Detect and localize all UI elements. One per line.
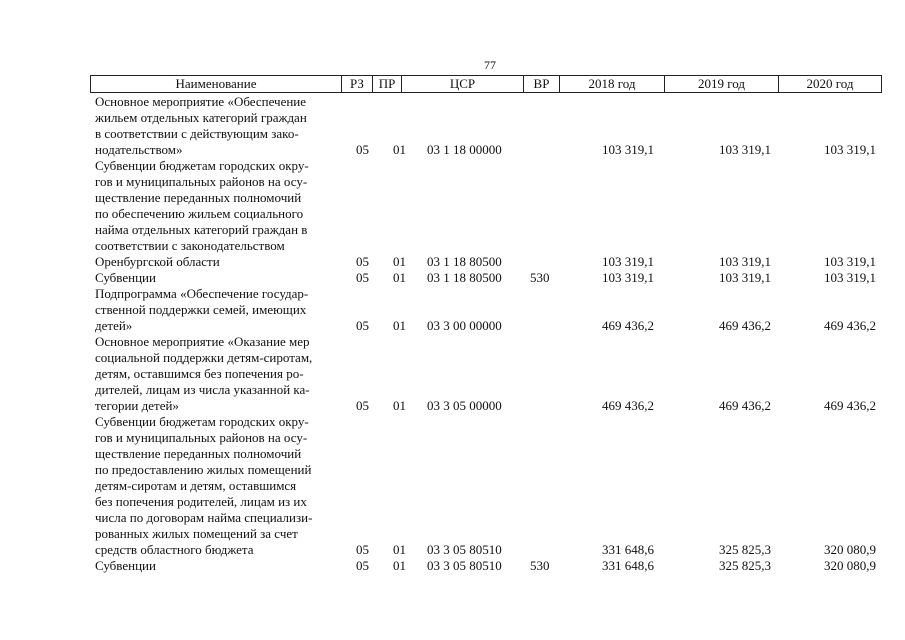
header-2018: 2018 год [560, 76, 665, 92]
row-2018: 103 319,1 [602, 142, 654, 157]
row-vr: 530 [530, 270, 550, 285]
table-header [90, 75, 882, 93]
row-csr: 03 3 05 80510 [427, 542, 502, 557]
table-row [0, 334, 905, 414]
row-pr: 01 [393, 254, 406, 269]
row-vr [530, 254, 560, 270]
row-2020: 469 436,2 [824, 318, 876, 333]
row-2018: 469 436,2 [602, 398, 654, 413]
row-2020: 320 080,9 [824, 558, 876, 573]
row-vr [530, 142, 560, 158]
row-2020: 103 319,1 [824, 142, 876, 157]
row-2019: 325 825,3 [719, 542, 771, 557]
row-pr: 01 [393, 142, 406, 157]
row-csr: 03 3 05 80510 [427, 558, 502, 573]
row-rz: 05 [356, 558, 369, 573]
row-csr: 03 1 18 80500 [427, 270, 502, 285]
row-name: Субвенции бюджетам городских окру- гов и муниципальных районов на осу- ществление переданных полномочий по обеспечению жильем социального найма отдельных категорий граждан в соответствии с законодательством Оренбургской области [95, 158, 309, 269]
row-rz: 05 [356, 142, 369, 157]
row-rz: 05 [356, 398, 369, 413]
header-vr: ВР [524, 76, 560, 92]
row-csr: 03 3 00 00000 [427, 318, 502, 333]
row-2020: 320 080,9 [824, 542, 876, 557]
page-number: 77 [484, 58, 496, 72]
row-name: Субвенции [95, 270, 156, 285]
row-pr: 01 [393, 398, 406, 413]
row-csr: 03 3 05 00000 [427, 398, 502, 413]
row-vr: 530 [530, 558, 550, 573]
row-pr: 01 [393, 558, 406, 573]
row-2020: 103 319,1 [824, 254, 876, 269]
row-rz: 05 [356, 270, 369, 285]
header-csr: ЦСР [402, 76, 524, 92]
row-2019: 469 436,2 [719, 318, 771, 333]
row-rz: 05 [356, 542, 369, 557]
header-2019: 2019 год [665, 76, 779, 92]
row-vr [530, 318, 560, 334]
header-pr: ПР [373, 76, 402, 92]
table-row [0, 270, 905, 286]
header-rz: РЗ [342, 76, 373, 92]
row-rz: 05 [356, 254, 369, 269]
row-pr: 01 [393, 318, 406, 333]
table-row [0, 558, 905, 574]
row-name: Субвенции [95, 558, 156, 573]
table-row [0, 286, 905, 334]
row-2019: 325 825,3 [719, 558, 771, 573]
row-name: Основное мероприятие «Оказание мер социальной поддержки детям-сиротам, детям, оставшимся без попечения ро- дителей, лицам из числа указанной ка- тегории детей» [95, 334, 313, 413]
row-rz: 05 [356, 318, 369, 333]
header-name: Наименование [91, 76, 342, 92]
row-2019: 469 436,2 [719, 398, 771, 413]
table-row [0, 414, 905, 558]
row-2018: 331 648,6 [602, 558, 654, 573]
row-vr [530, 398, 560, 414]
row-2019: 103 319,1 [719, 142, 771, 157]
row-pr: 01 [393, 270, 406, 285]
table-body [0, 94, 905, 574]
row-csr: 03 1 18 00000 [427, 142, 502, 157]
row-2018: 103 319,1 [602, 270, 654, 285]
row-2018: 103 319,1 [602, 254, 654, 269]
row-2020: 469 436,2 [824, 398, 876, 413]
row-csr: 03 1 18 80500 [427, 254, 502, 269]
row-2018: 331 648,6 [602, 542, 654, 557]
row-name: Подпрограмма «Обеспечение государ- ственной поддержки семей, имеющих детей» [95, 286, 309, 333]
row-2018: 469 436,2 [602, 318, 654, 333]
row-name: Основное мероприятие «Обеспечение жильем отдельных категорий граждан в соответствии с действующим зако- нодательством» [95, 94, 307, 157]
row-2019: 103 319,1 [719, 270, 771, 285]
row-name: Субвенции бюджетам городских окру- гов и муниципальных районов на осу- ществление переданных полномочий по предоставлению жилых помещений детям-сиротам и детям, оставшимся без попечения родителей, лицам из их числа по договорам найма специализи- рованных жилых помещений за счет средств областного бюджета [95, 414, 313, 557]
row-vr [530, 542, 560, 558]
row-2020: 103 319,1 [824, 270, 876, 285]
table-row [0, 158, 905, 270]
header-2020: 2020 год [806, 76, 854, 91]
row-pr: 01 [393, 542, 406, 557]
row-2019: 103 319,1 [719, 254, 771, 269]
table-row [0, 94, 905, 158]
